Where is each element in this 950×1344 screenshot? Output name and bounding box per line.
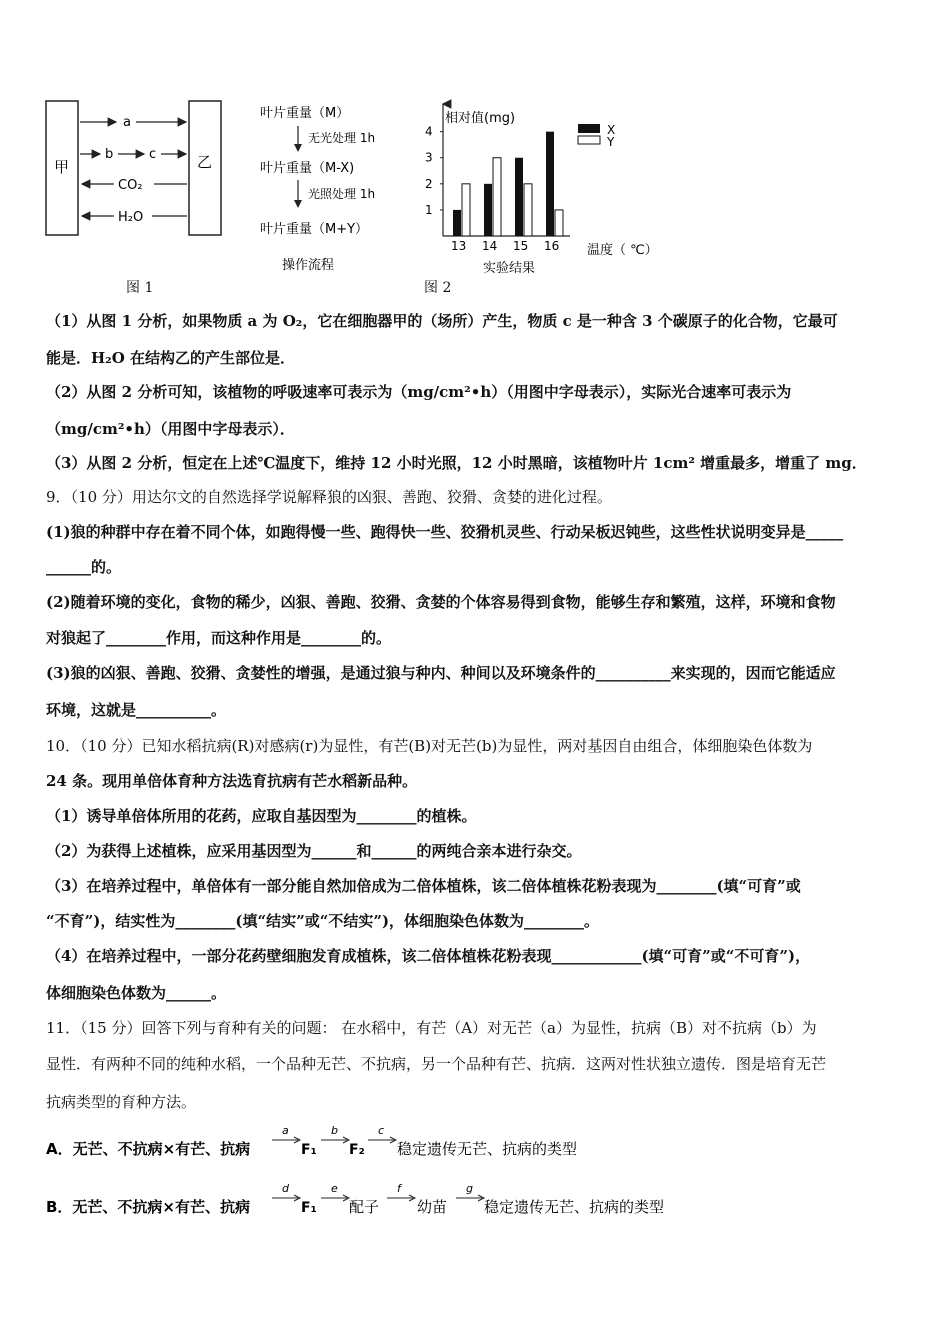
figure-1-caption: 图 1 bbox=[126, 280, 154, 296]
breeding-scheme-a bbox=[44, 1120, 664, 1164]
q9-part3-line1: (3)狼的凶狠、善跑、狡猾、贪婪性的增强，是通过狼与种内、种间以及环境条件的__________来实现的，因而它能适应 bbox=[46, 664, 836, 682]
q10-title-line2: 24 条。现用单倍体育种方法选育抗病有芒水稻新品种。 bbox=[46, 772, 418, 790]
q8-part2-line2: （mg/cm²•h）（用图中字母表示）． bbox=[46, 420, 295, 438]
arrow-a-label: a bbox=[123, 115, 131, 130]
bar-y-13 bbox=[462, 184, 470, 236]
scheme-b-end: 稳定遗传无芒、抗病的类型 bbox=[484, 1198, 665, 1216]
legend-x-label: X bbox=[607, 123, 616, 137]
scheme-b-step-d: d bbox=[282, 1182, 289, 1195]
q10-part1: （1）诱导单倍体所用的花药，应取自基因型为________的植株。 bbox=[46, 807, 477, 825]
q9-part3-line2: 环境，这就是__________。 bbox=[46, 701, 227, 719]
box-left-label: 甲 bbox=[54, 158, 70, 176]
bar-x-14 bbox=[484, 184, 492, 236]
breeding-scheme-b bbox=[44, 1178, 724, 1222]
flow-process-2: 光照处理 1h bbox=[308, 187, 376, 201]
q8-part3: （3）从图 2 分析，恒定在上述℃温度下，维持 12 小时光照，12 小时黑暗，该植物叶片 1cm² 增重最多，增重了 mg． bbox=[46, 454, 867, 472]
q9-title: 9．（10 分）用达尔文的自然选择学说解释狼的凶狠、善跑、狡猾、贪婪的进化过程。 bbox=[46, 488, 612, 506]
y-tick-label: 1 bbox=[425, 202, 433, 217]
bar-x-16 bbox=[546, 132, 554, 236]
q10-part4-line1: （4）在培养过程中，一部分花药壁细胞发育成植株，该二倍体植株花粉表现____________(填“可育”或“不可育”)， bbox=[46, 947, 811, 965]
x-axis-label: 温度（ ℃） bbox=[587, 243, 658, 258]
bar-x-13 bbox=[453, 210, 461, 236]
bar-y-16 bbox=[555, 210, 563, 236]
legend-x-swatch bbox=[578, 124, 600, 133]
bar-x-15 bbox=[515, 158, 523, 236]
scheme-b-seedling: 幼苗 bbox=[417, 1198, 448, 1216]
q10-part4-line2: 体细胞染色体数为______。 bbox=[46, 984, 227, 1002]
scheme-a-end: 稳定遗传无芒、抗病的类型 bbox=[397, 1140, 578, 1158]
bar-y-14 bbox=[493, 158, 501, 236]
y-tick-label: 3 bbox=[425, 150, 433, 165]
figure-2-bar-chart bbox=[415, 98, 665, 276]
y-tick-label: 2 bbox=[425, 176, 433, 191]
flow-process-1: 无光处理 1h bbox=[308, 131, 376, 145]
q10-part3-line2: “不育”)，结实性为________(填“结实”或“不结实”)，体细胞染色体数为________。 bbox=[46, 912, 600, 930]
q11-title-line2: 显性．有两种不同的纯种水稻，一个品种无芒、不抗病，另一个品种有芒、抗病．这两对性状独立遗传．图是培育无芒 bbox=[46, 1055, 827, 1073]
x-tick-label: 13 bbox=[451, 239, 467, 253]
flow-step-3: 叶片重量（M+Y） bbox=[260, 222, 369, 237]
q11-title-line3: 抗病类型的育种方法。 bbox=[46, 1093, 197, 1111]
figure-2-caption: 图 2 bbox=[424, 280, 452, 296]
q10-part3-line1: （3）在培养过程中，单倍体有一部分能自然加倍成为二倍体植株，该二倍体植株花粉表现为________(填“可育”或 bbox=[46, 877, 801, 895]
chart-title: 相对值(mg) bbox=[445, 111, 516, 126]
q9-part2-line2: 对狼起了________作用，而这种作用是________的。 bbox=[46, 629, 392, 647]
scheme-a-f1: F₁ bbox=[301, 1142, 317, 1158]
scheme-b-step-g: g bbox=[466, 1182, 473, 1195]
legend-y-swatch bbox=[578, 136, 600, 144]
scheme-a-step-b: b bbox=[331, 1124, 338, 1137]
q10-part2: （2）为获得上述植株，应采用基因型为______和______的两纯合亲本进行杂交。 bbox=[46, 842, 582, 860]
scheme-b-f1: F₁ bbox=[301, 1200, 317, 1216]
scheme-b-gamete: 配子 bbox=[349, 1198, 380, 1216]
q8-part1-line2: 能是．H₂O 在结构乙的产生部位是． bbox=[46, 349, 296, 367]
scheme-a-f2: F₂ bbox=[349, 1142, 365, 1158]
q10-title-line1: 10．（10 分）已知水稻抗病(R)对感病(r)为显性，有芒(B)对无芒(b)为显性，两对基因自由组合，体细胞染色体数为 bbox=[46, 737, 813, 755]
legend-y-label: Y bbox=[607, 135, 615, 149]
q9-part1-line2: ______的。 bbox=[46, 558, 122, 576]
operation-flow-diagram bbox=[258, 100, 398, 280]
scheme-a-step-a: a bbox=[282, 1124, 289, 1137]
arrow-b-label: b bbox=[105, 147, 114, 162]
bar-y-15 bbox=[524, 184, 532, 236]
flow-step-1: 叶片重量（M） bbox=[260, 106, 350, 121]
x-tick-label: 14 bbox=[482, 239, 498, 253]
scheme-a-step-c: c bbox=[378, 1124, 385, 1137]
chart-caption-top: 实验结果 bbox=[483, 261, 536, 276]
box-right-label: 乙 bbox=[197, 153, 213, 171]
x-tick-label: 15 bbox=[513, 239, 529, 253]
scheme-b-label: B．无芒、不抗病×有芒、抗病 bbox=[46, 1198, 251, 1216]
h2o-label: H₂O bbox=[118, 210, 144, 225]
x-tick-label: 16 bbox=[544, 239, 560, 253]
q9-part1-line1: (1)狼的种群中存在着不同个体，如跑得慢一些、跑得快一些、狡猾机灵些、行动呆板迟钝些，这些性状说明变异是_____ bbox=[46, 523, 844, 541]
scheme-b-step-e: e bbox=[331, 1182, 338, 1195]
flow-step-2: 叶片重量（M-X) bbox=[260, 161, 355, 176]
q9-part2-line1: (2)随着环境的变化，食物的稀少，凶狠、善跑、狡猾、贪婪的个体容易得到食物，能够生存和繁殖，这样，环境和食物 bbox=[46, 593, 836, 611]
q8-part1-line1: （1）从图 1 分析，如果物质 a 为 O₂，它在细胞器甲的（场所）产生，物质 c 是一种含 3 个碳原子的化合物，它最可 bbox=[46, 312, 838, 330]
figure-1-diagram bbox=[44, 98, 224, 240]
flow-caption: 操作流程 bbox=[282, 258, 335, 273]
arrow-c-label: c bbox=[149, 147, 157, 162]
y-tick-label: 4 bbox=[425, 124, 433, 139]
q8-part2-line1: （2）从图 2 分析可知，该植物的呼吸速率可表示为（mg/cm²•h）（用图中字母表示），实际光合速率可表示为 bbox=[46, 383, 792, 401]
scheme-a-label: A．无芒、不抗病×有芒、抗病 bbox=[46, 1140, 251, 1158]
scheme-b-step-f: f bbox=[397, 1182, 401, 1195]
co2-label: CO₂ bbox=[118, 178, 143, 193]
q11-title-line1: 11．（15 分）回答下列与育种有关的问题： 在水稻中，有芒（A）对无芒（a）为显性，抗病（B）对不抗病（b）为 bbox=[46, 1019, 817, 1037]
